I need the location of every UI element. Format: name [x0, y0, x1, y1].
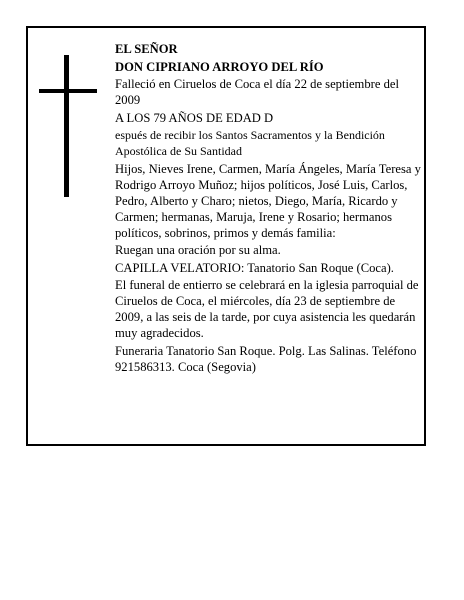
latin-cross-icon	[39, 55, 97, 197]
chapel-info: CAPILLA VELATORIO: Tanatorio San Roque (Coca).	[115, 260, 394, 275]
cross-horizontal-bar	[39, 89, 97, 93]
obituary-frame	[26, 26, 426, 446]
death-statement: Falleció en Ciruelos de Coca el día 22 de septiembre del 2009	[115, 77, 399, 107]
sacraments-statement: espués de recibir los Santos Sacramentos y la Bendición Apostólica de Su Santidad	[115, 128, 385, 158]
funeral-home-info: Funeraria Tanatorio San Roque. Polg. Las Salinas. Teléfono 921586313. Coca (Segovia)	[115, 343, 417, 374]
family-list: Hijos, Nieves Irene, Carmen, María Ángeles, María Teresa y Rodrigo Arroyo Muñoz; hijos políticos, José Luis, Carlos, Pedro, Alberto y Charo; nietos, Diego, María, Ricardo y Carmen; hermanas, Maruja, Irene y Rosario; hermanos políticos, sobrinos, primos y demás familia:	[115, 161, 421, 240]
funeral-info: El funeral de entierro se celebrará en la iglesia parroquial de Ciruelos de Coca, el miércoles, día 23 de septiembre de 2009, a las seis de la tarde, por cuya asistencia les quedarán muy agradecidos.	[115, 278, 419, 340]
notice-title: EL SEÑOR	[115, 42, 178, 56]
age-statement: A LOS 79 AÑOS DE EDAD D	[115, 110, 274, 125]
deceased-name: DON CIPRIANO ARROYO DEL RÍO	[115, 59, 324, 74]
prayer-request: Ruegan una oración por su alma.	[115, 243, 281, 257]
cross-vertical-bar	[64, 55, 69, 197]
obituary-text	[115, 41, 425, 376]
